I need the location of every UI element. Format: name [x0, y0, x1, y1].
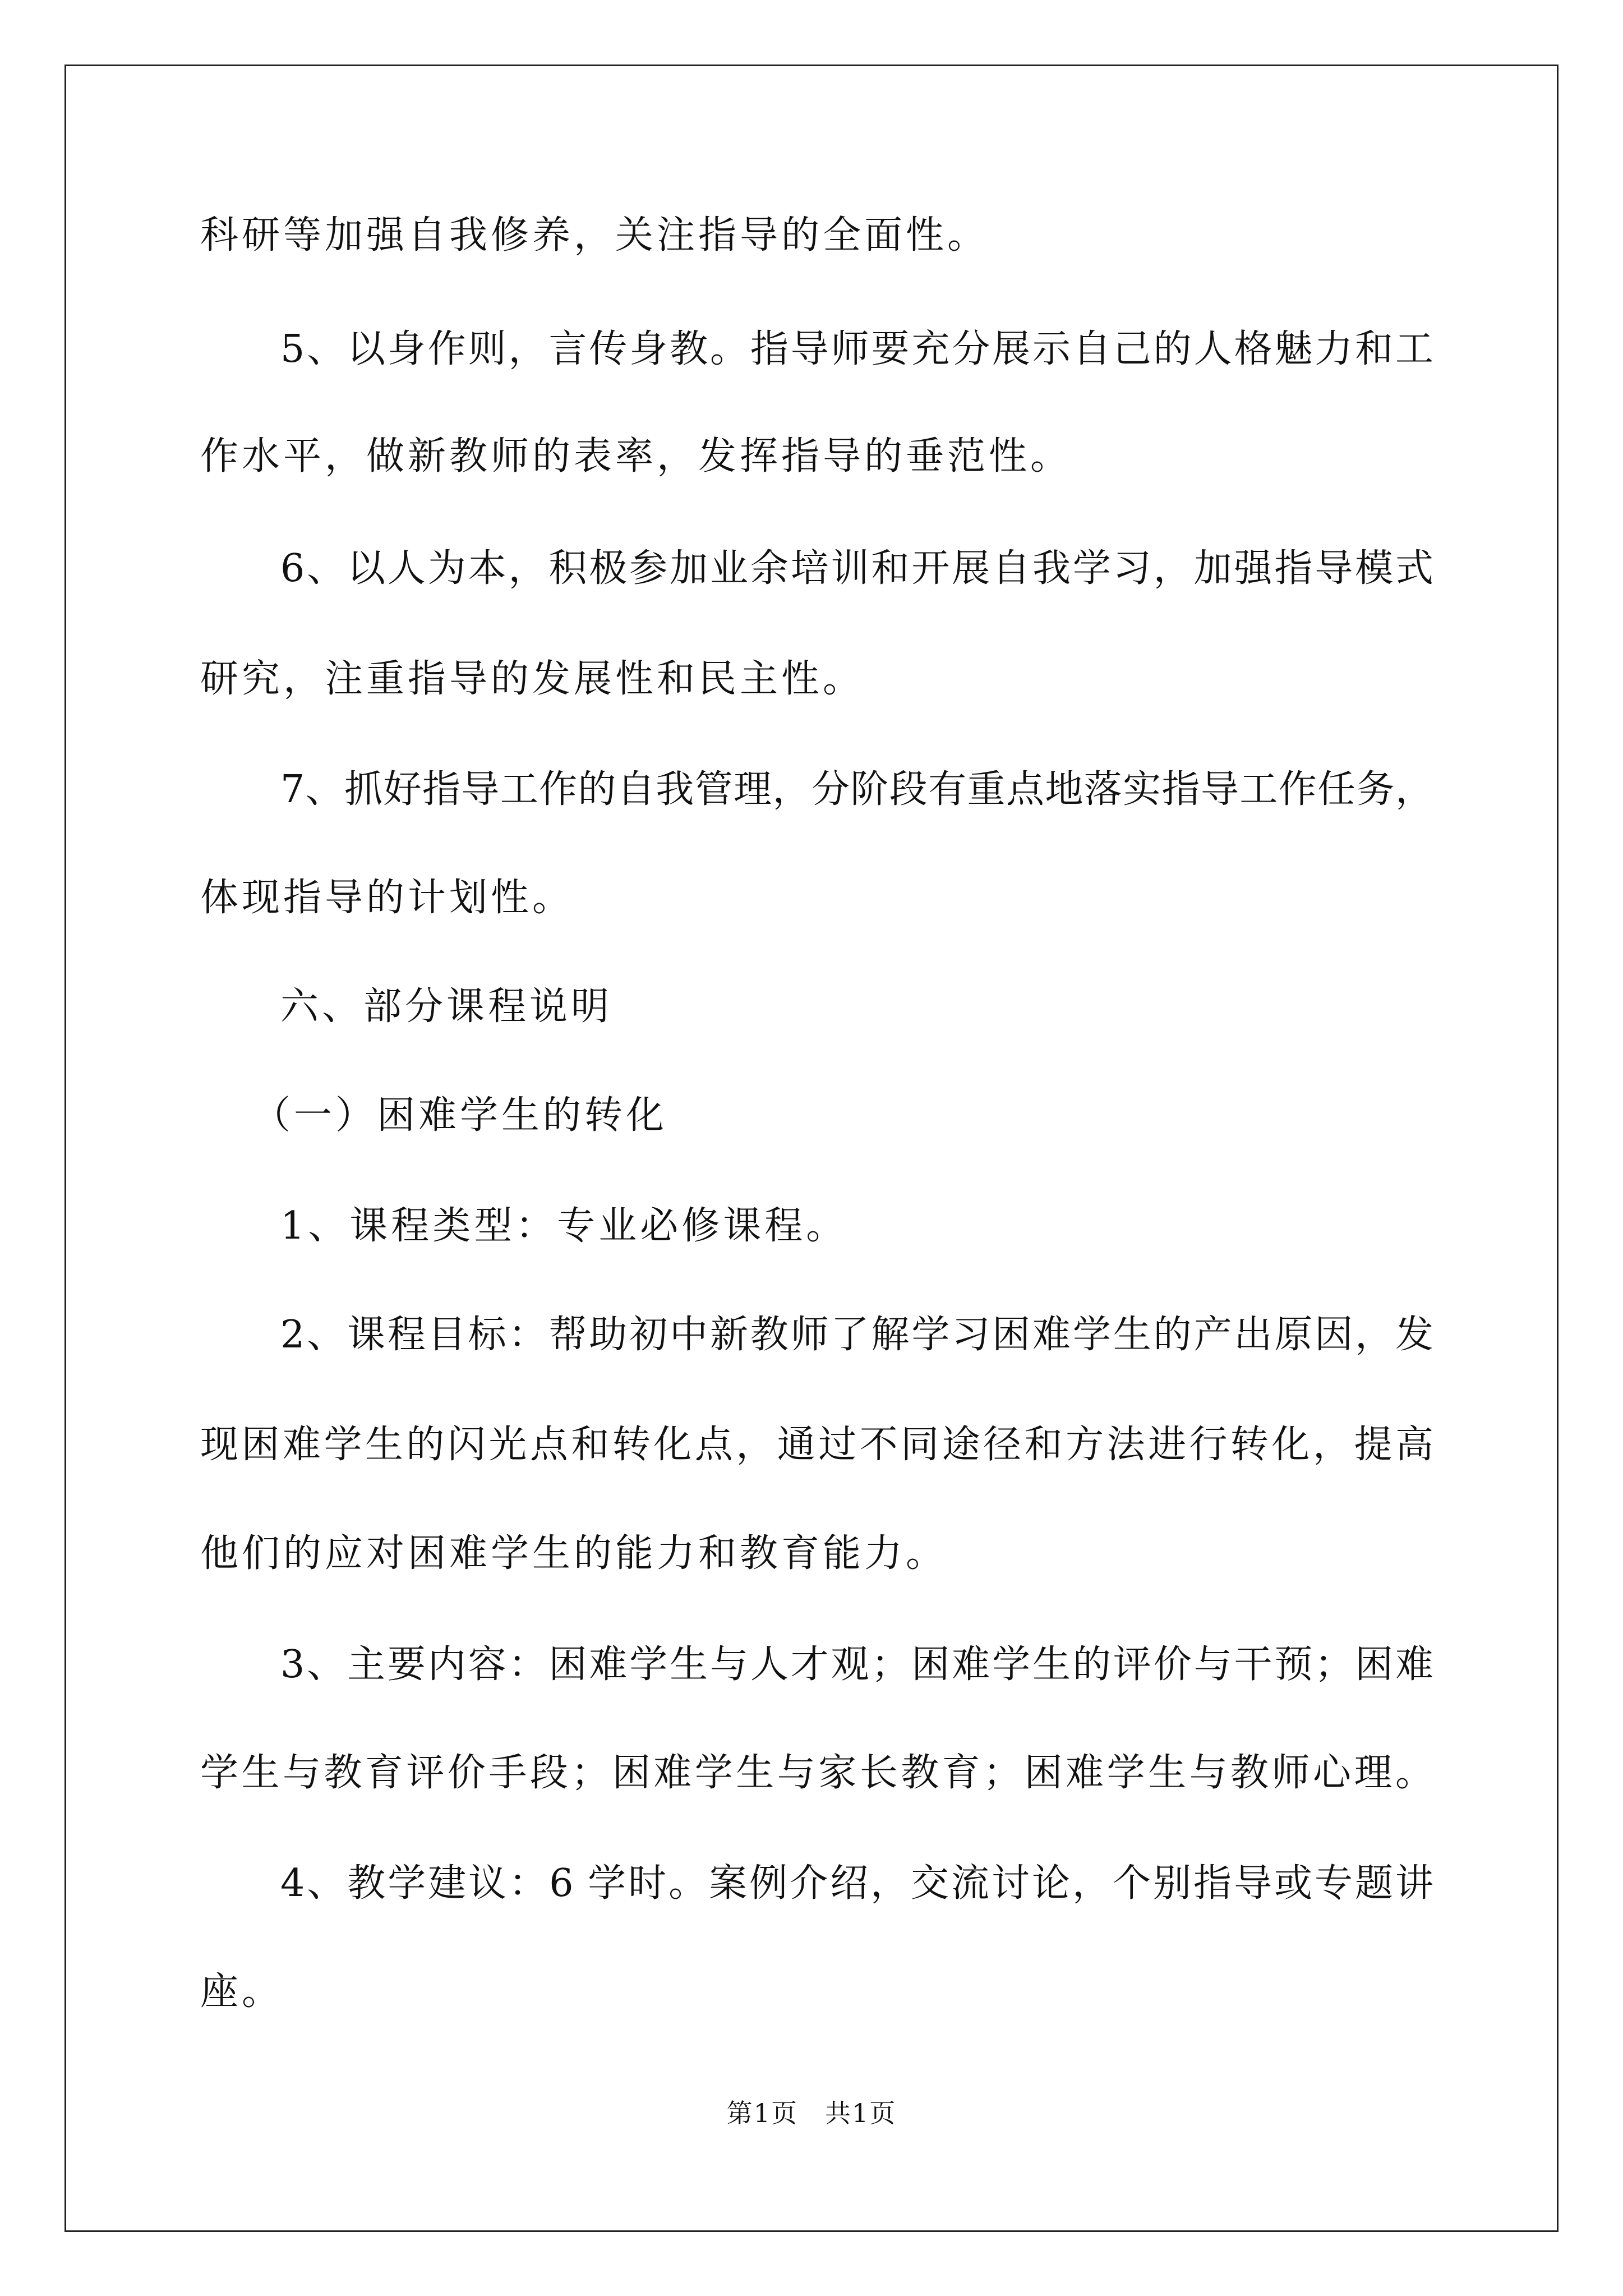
- text-line-6: 7、抓好指导工作的自我管理，分阶段有重点地落实指导工作任务，: [280, 767, 1433, 812]
- text-line-12: 现困难学生的闪光点和转化点，通过不同途径和方法进行转化，提高: [200, 1423, 1433, 1467]
- text-line-2: 5、以身作则，言传身教。指导师要充分展示自己的人格魅力和工: [280, 327, 1433, 371]
- text-line-11: 2、课程目标：帮助初中新教师了解学习困难学生的产出原因，发: [280, 1313, 1433, 1357]
- text-line-4: 6、以人为本，积极参加业余培训和开展自我学习，加强指导模式: [280, 546, 1433, 591]
- text-line-3: 作水平，做新教师的表率，发挥指导的垂范性。: [200, 434, 1072, 478]
- text-line-14: 3、主要内容：困难学生与人才观；困难学生的评价与干预；困难: [280, 1642, 1433, 1687]
- text-line-17: 座。: [200, 1970, 284, 2014]
- text-line-5: 研究，注重指导的发展性和民主性。: [200, 657, 865, 701]
- text-line-13: 他们的应对困难学生的能力和教育能力。: [200, 1531, 948, 1576]
- section-heading: 六、部分课程说明: [280, 984, 613, 1029]
- text-line-7: 体现指导的计划性。: [200, 876, 574, 920]
- text-line-1: 科研等加强自我修养，关注指导的全面性。: [200, 213, 989, 257]
- text-line-15: 学生与教育评价手段；困难学生与家长教育；困难学生与教师心理。: [200, 1751, 1433, 1795]
- page-footer: 第1页 共1页: [726, 2098, 897, 2128]
- text-line-16: 4、教学建议：6 学时。案例介绍，交流讨论，个别指导或专题讲: [280, 1861, 1433, 1906]
- text-line-10: 1、课程类型：专业必修课程。: [280, 1204, 848, 1248]
- subsection-heading: （一）困难学生的转化: [252, 1093, 668, 1138]
